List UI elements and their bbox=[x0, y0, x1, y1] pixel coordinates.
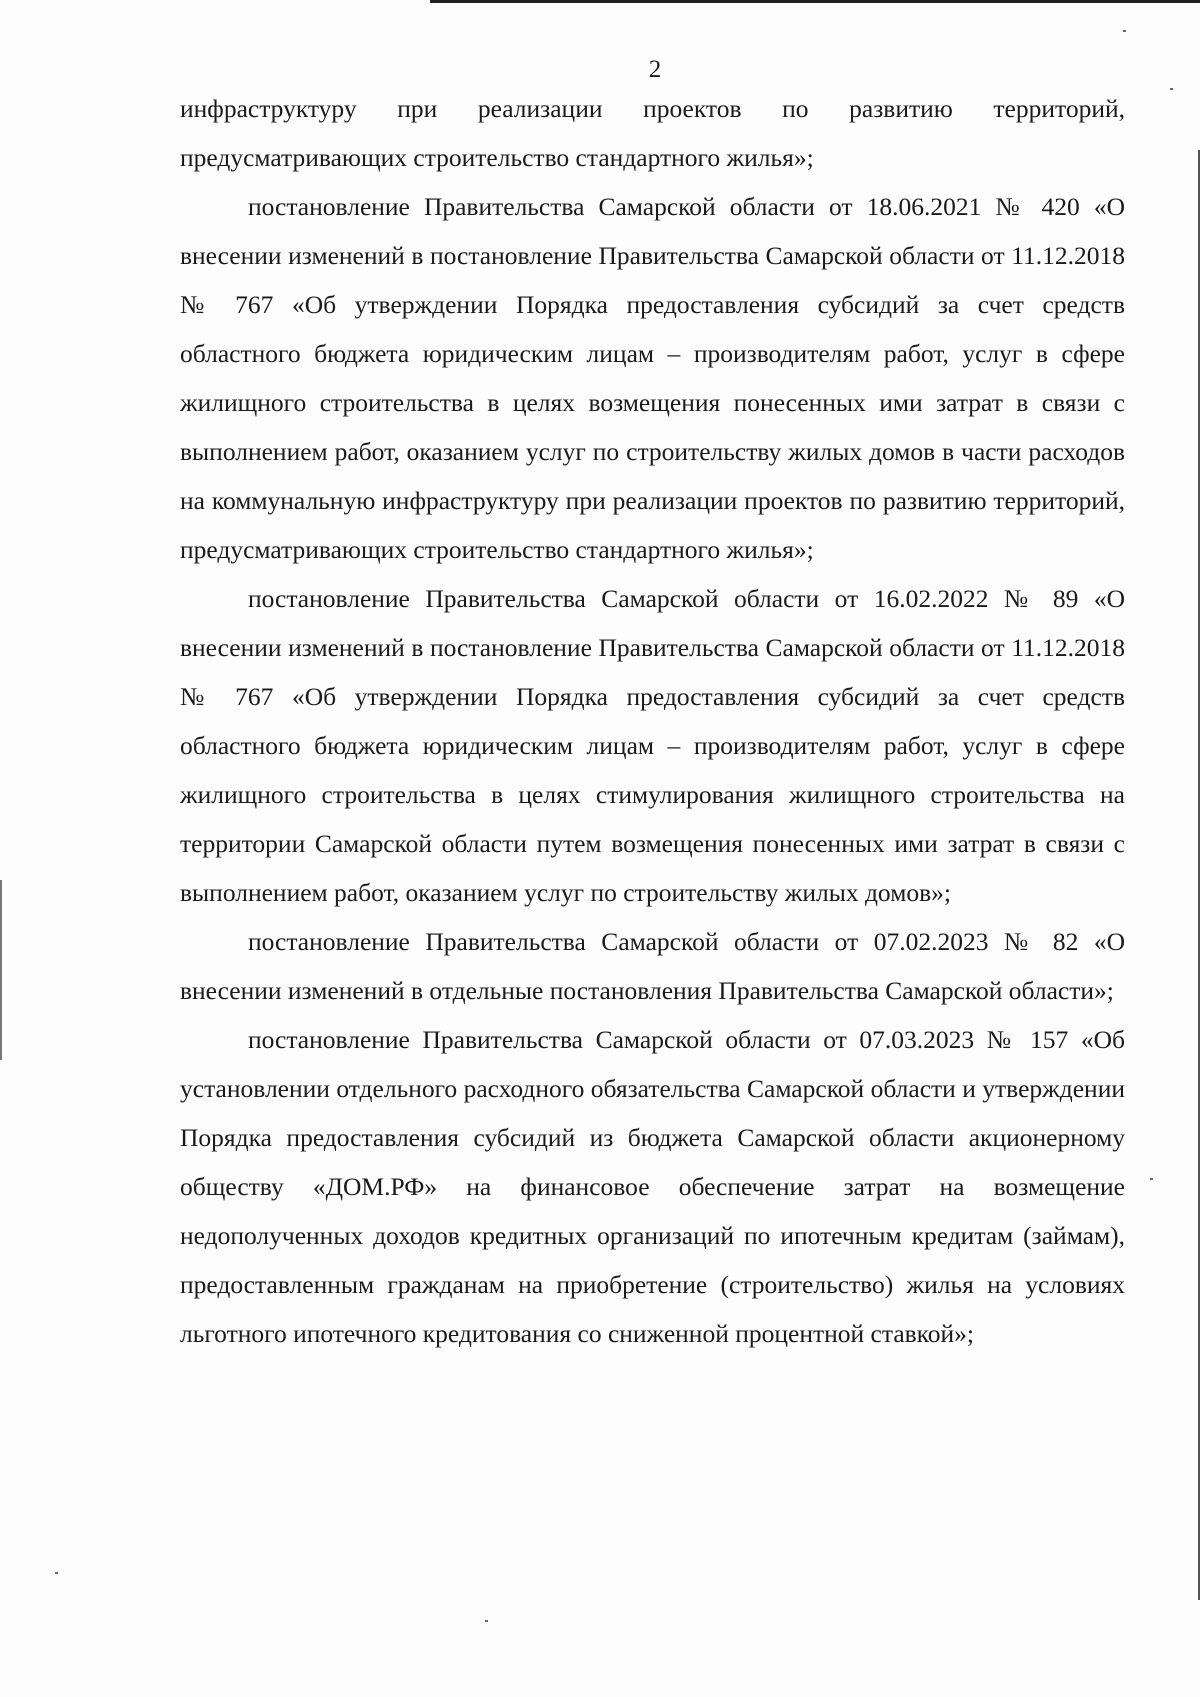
page-number: 2 bbox=[648, 56, 662, 83]
scan-speck bbox=[55, 1572, 58, 1574]
paragraph-resolution-82: постановление Правительства Самарской области от 07.02.2023 № 82 «О внесении изменений в отдельные постановления Правительства Самарской области»; bbox=[180, 927, 1125, 1005]
scan-top-edge bbox=[430, 0, 1200, 3]
paragraph-resolution-157: постановление Правительства Самарской области от 07.03.2023 № 157 «Об установлении отдельного расходного обязательства Самарской области и утверждении Порядка предоставления субсидий из бюджета Самарской области акционерному обществу «ДОМ.РФ» на финансовое обеспечение затрат на возмещение недополученных доходов кредитных организаций по ипотечным кредитам (займам), предоставленным гражданам на приобретение (строительство) жилья на условиях льготного ипотечного кредитования со сниженной процентной ставкой»; bbox=[180, 1025, 1125, 1348]
paragraph-continuation: инфраструктуру при реализации проектов по развитию территорий, предусматривающих строительство стандартного жилья»; bbox=[180, 94, 1125, 172]
scan-speck bbox=[1150, 1178, 1153, 1180]
paragraph-resolution-89: постановление Правительства Самарской области от 16.02.2022 № 89 «О внесении изменений в постановление Правительства Самарской области от 11.12.2018 № 767 «Об утверждении Порядка предоставления субсидий за счет средств областного бюджета юридическим лицам – производителям работ, услуг в сфере жилищного строительства в целях стимулирования жилищного строительства на территории Самарской области путем возмещения понесенных ими затрат в связи с выполнением работ, оказанием услуг по строительству жилых домов»; bbox=[180, 584, 1125, 907]
scan-speck bbox=[485, 1620, 488, 1622]
paragraph-resolution-420: постановление Правительства Самарской области от 18.06.2021 № 420 «О внесении изменений в постановление Правительства Самарской области от 11.12.2018 № 767 «Об утверждении Порядка предоставления субсидий за счет средств областного бюджета юридическим лицам – производителям работ, услуг в сфере жилищного строительства в целях возмещения понесенных ими затрат в связи с выполнением работ, оказанием услуг по строительству жилых домов в части расходов на коммунальную инфраструктуру при реализации проектов по развитию территорий, предусматривающих строительство стандартного жилья»; bbox=[180, 192, 1125, 564]
scan-speck bbox=[1170, 88, 1173, 90]
document-body bbox=[180, 84, 1125, 1358]
scan-speck bbox=[1123, 30, 1126, 32]
scan-left-edge bbox=[0, 880, 2, 1060]
